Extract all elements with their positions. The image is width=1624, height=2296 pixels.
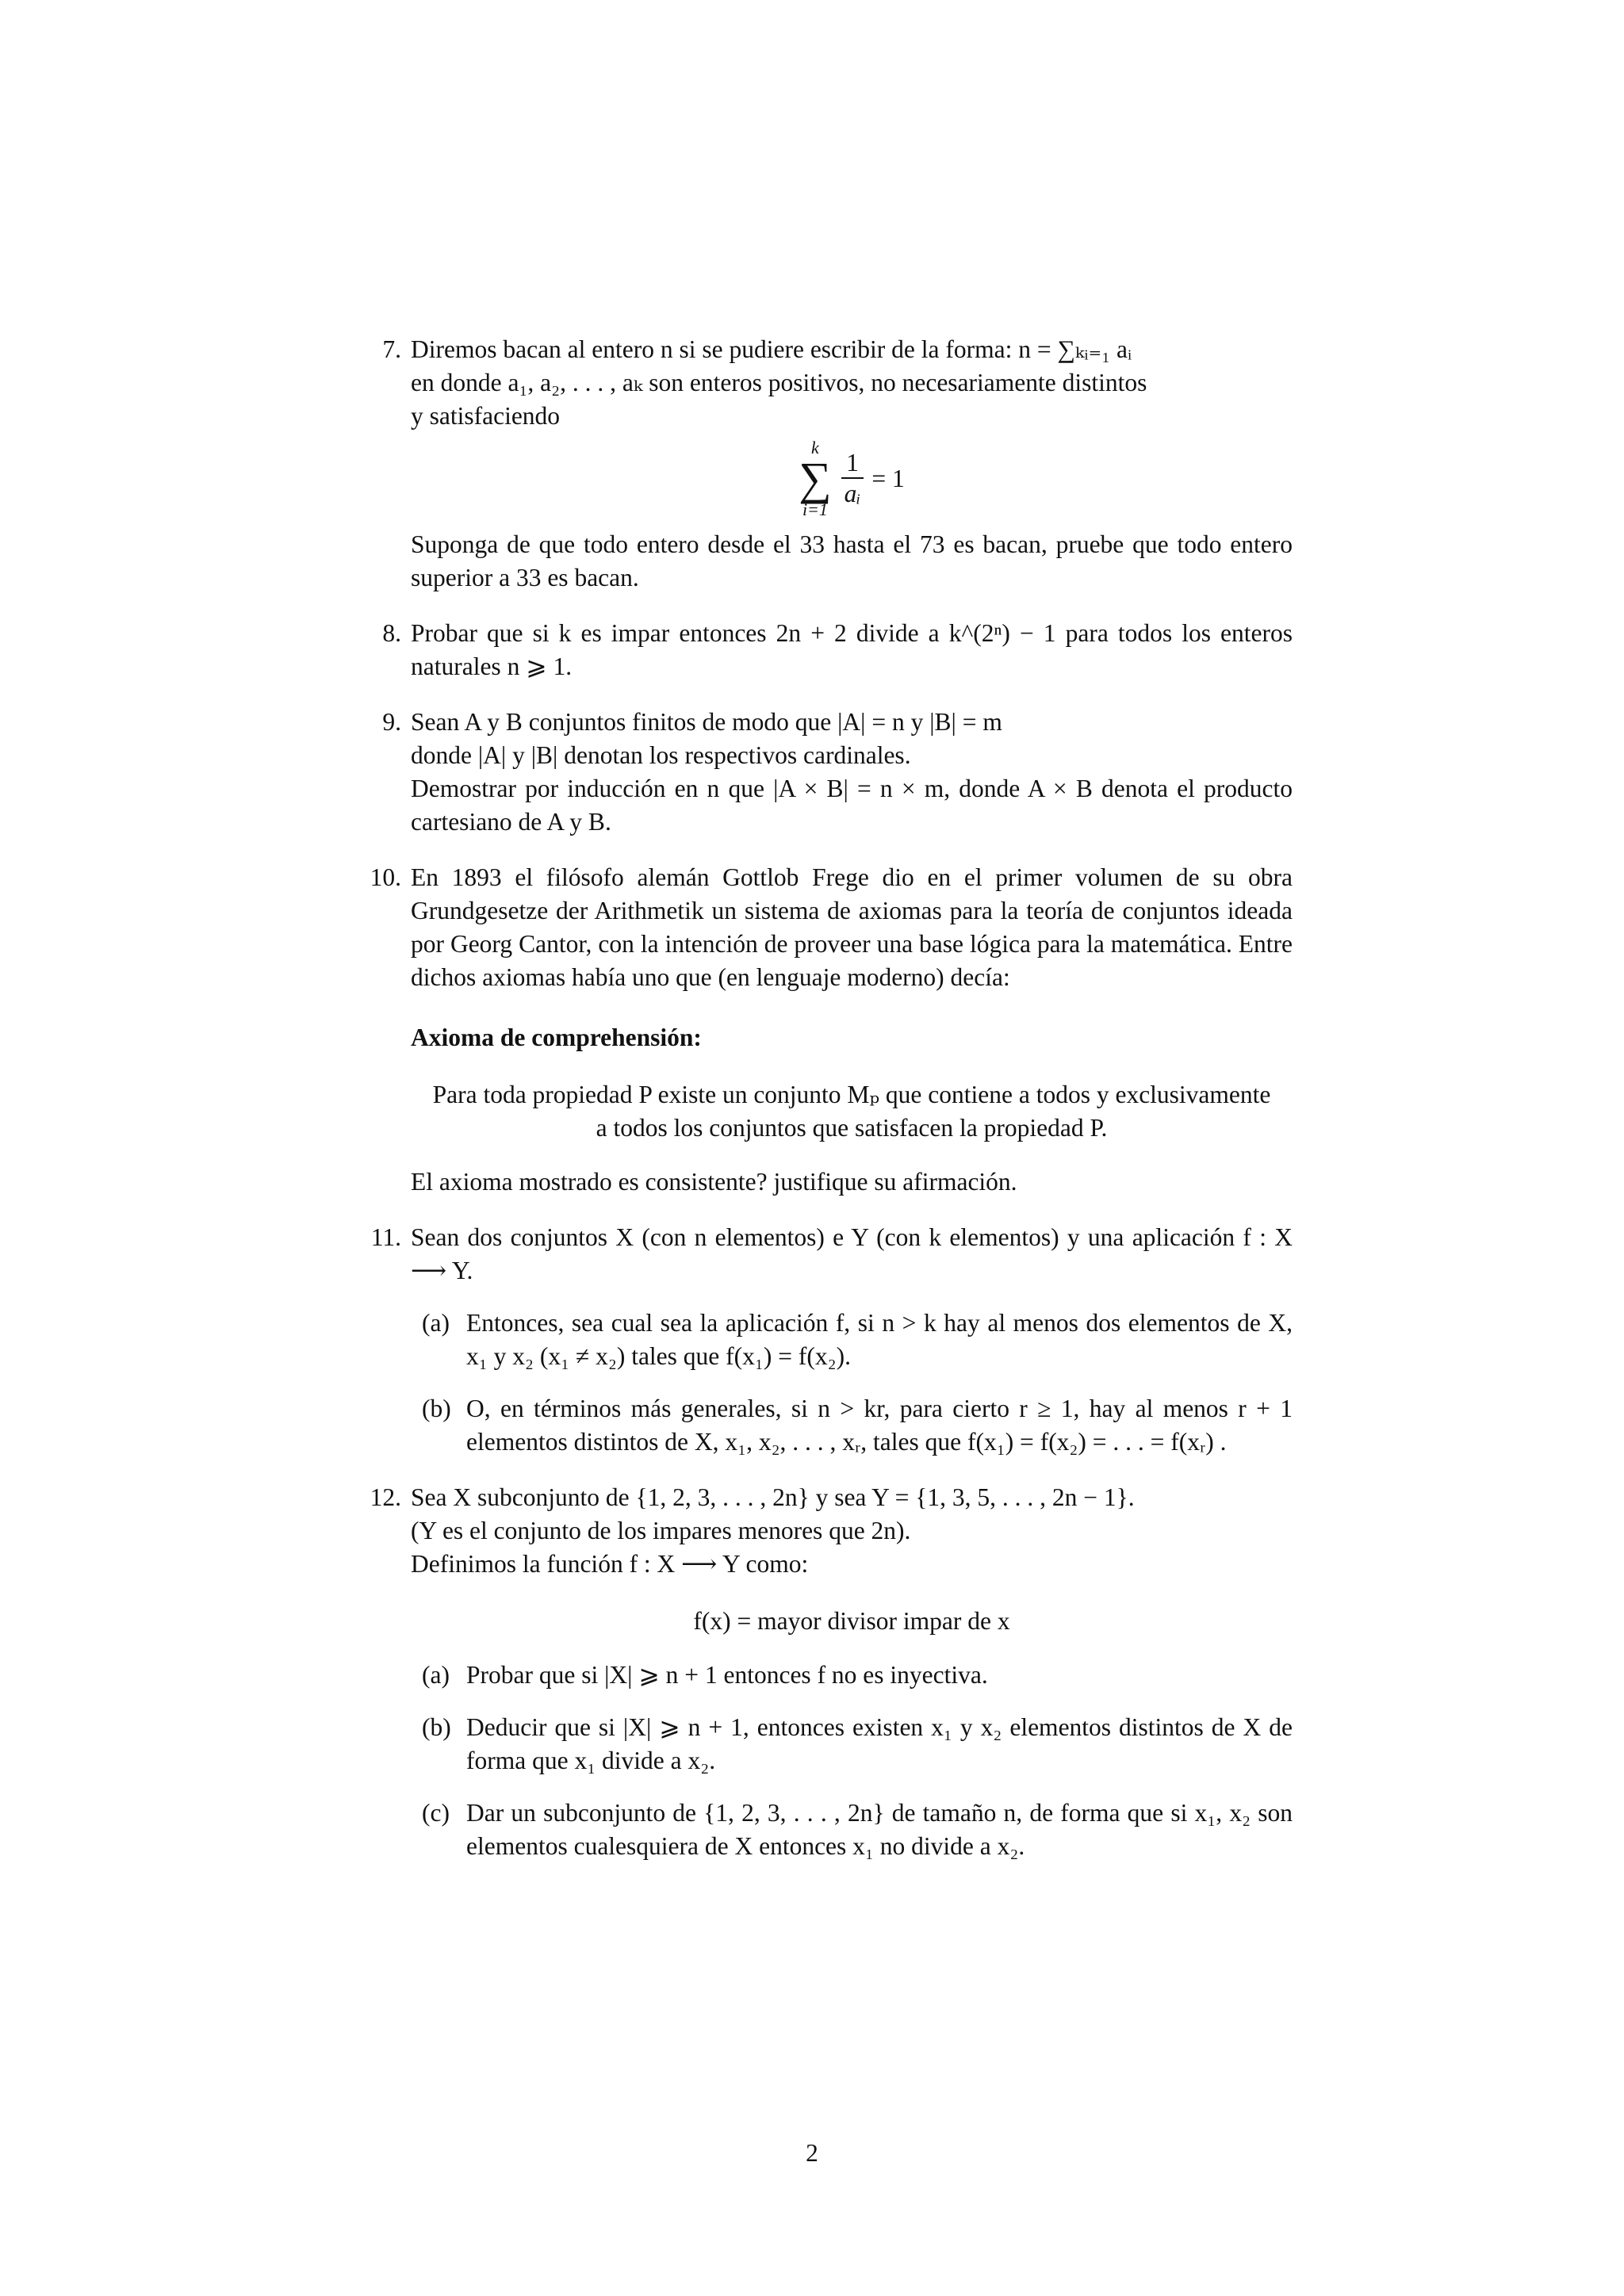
subproblem-label: (b) [422, 1395, 451, 1422]
subproblem-b [411, 1711, 1293, 1777]
problem-text-line: Demostrar por inducción en n que |A × B| = n × m, donde A × B denota el producto cartesiano de A y B. [411, 775, 1293, 836]
problem-number: 9. [382, 708, 401, 736]
problem-text: Sean dos conjuntos X (con n elementos) e Y (con k elementos) y una aplicación f : X ⟶ Y. [411, 1223, 1293, 1284]
axiom-question: El axioma mostrado es consistente? justifique su afirmación. [411, 1168, 1017, 1196]
problem-text: En 1893 el filósofo alemán Gottlob Frege dio en el primer volumen de su obra Grundgesetze der Arithmetik un sistema de axiomas para la teoría de conjuntos ideada por Georg Cantor, con la intención de proveer una base lógica para la matemática. Entre dichos axiomas había uno que (en lenguaje moderno) decía: [411, 863, 1293, 991]
problem-number: 10. [370, 863, 401, 891]
problem-8 [371, 617, 1293, 683]
problem-text-line: Sean A y B conjuntos finitos de modo que |A| = n y |B| = m [411, 708, 1002, 736]
formula-rhs: = 1 [871, 465, 905, 492]
problem-text-line: Definimos la función f : X ⟶ Y como: [411, 1550, 809, 1578]
fraction-numerator: 1 [846, 449, 859, 476]
problem-text-line: Sea X subconjunto de {1, 2, 3, . . . , 2n} y sea Y = {1, 3, 5, . . . , 2n − 1}. [411, 1483, 1135, 1511]
problem-text: Suponga de que todo entero desde el 33 hasta el 73 es bacan, pruebe que todo entero superior a 33 es bacan. [411, 530, 1293, 591]
problem-7 [371, 333, 1293, 595]
page-number: 2 [806, 2139, 818, 2167]
problem-number: 11. [370, 1223, 401, 1251]
problem-text-line: en donde a₁, a₂, . . . , aₖ son enteros positivos, no necesariamente distintos [411, 369, 1147, 396]
problem-number: 12. [370, 1483, 401, 1511]
subproblem-text: Dar un subconjunto de {1, 2, 3, . . . , 2n} de tamaño n, de forma que si x₁, x₂ son elementos cualesquiera de X entonces x₁ no divide a x₂. [466, 1799, 1293, 1860]
subproblem-label: (c) [422, 1799, 450, 1827]
problem-number: 7. [382, 335, 401, 363]
function-definition: f(x) = mayor divisor impar de x [693, 1607, 1010, 1635]
problem-text-line: donde |A| y |B| denotan los respectivos cardinales. [411, 741, 911, 769]
axiom-quote: Para toda propiedad P existe un conjunto Mₚ que contiene a todos y exclusivamente a todos los conjuntos que satisfacen la propiedad P. [432, 1081, 1271, 1142]
problem-10 [371, 861, 1293, 1199]
subproblem-a [411, 1307, 1293, 1373]
problem-9 [371, 706, 1293, 839]
problem-text: Probar que si k es impar entonces 2n + 2 divide a k^(2ⁿ) − 1 para todos los enteros naturales n ⩾ 1. [411, 619, 1293, 680]
subproblem-text: O, en términos más generales, si n > kr, para cierto r ≥ 1, hay al menos r + 1 elementos distintos de X, x₁, x₂, . . . , xᵣ, tales que f(x₁) = f(x₂) = . . . = f(xᵣ) . [466, 1395, 1293, 1456]
subproblem-b [411, 1392, 1293, 1459]
problem-11 [371, 1221, 1293, 1459]
subproblem-text: Probar que si |X| ⩾ n + 1 entonces f no es inyectiva. [466, 1661, 988, 1689]
problem-number: 8. [382, 619, 401, 647]
sigma-symbol: ∑ [799, 453, 832, 504]
axiom-title: Axioma de comprehensión: [411, 1024, 702, 1051]
problem-list [371, 333, 1293, 1885]
sum-formula [411, 439, 1293, 519]
sum-lower-limit: i=1 [802, 499, 828, 519]
subproblem-text: Deducir que si |X| ⩾ n + 1, entonces existen x₁ y x₂ elementos distintos de X de forma que x₁ divide a x₂. [466, 1713, 1293, 1774]
fraction-denominator: aᵢ [844, 480, 861, 507]
fraction [841, 449, 864, 509]
subproblem-label: (b) [422, 1713, 451, 1741]
problem-12 [371, 1481, 1293, 1863]
problem-text-line: Diremos bacan al entero n si se pudiere escribir de la forma: n = ∑ₖᵢ₌₁ aᵢ [411, 335, 1132, 363]
sum-upper-limit: k [811, 438, 819, 457]
subproblem-c [411, 1797, 1293, 1863]
subproblem-label: (a) [422, 1309, 450, 1337]
subproblem-text: Entonces, sea cual sea la aplicación f, si n > k hay al menos dos elementos de X, x₁ y x₂ (x₁ ≠ x₂) tales que f(x₁) = f(x₂). [466, 1309, 1293, 1370]
summation [799, 439, 831, 519]
problem-text-line: y satisfaciendo [411, 402, 561, 430]
problem-text-line: (Y es el conjunto de los impares menores que 2n). [411, 1517, 911, 1544]
subproblem-label: (a) [422, 1661, 450, 1689]
subproblem-a [411, 1659, 1293, 1692]
